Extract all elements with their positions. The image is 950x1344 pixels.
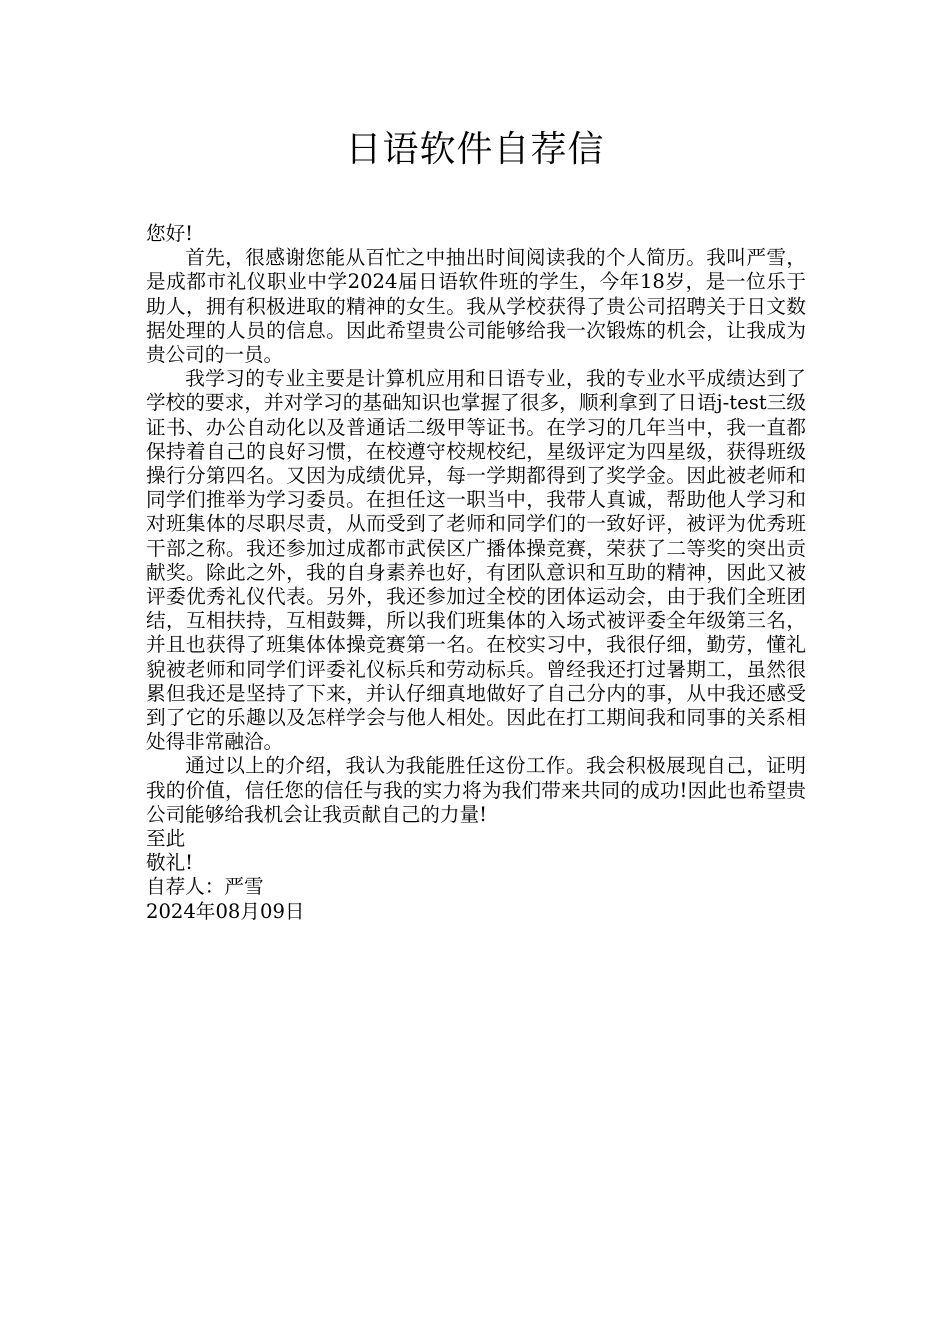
paragraph-intro: 首先，很感谢您能从百忙之中抽出时间阅读我的个人简历。我叫严雪，是成都市礼仪职业中学2024届日语软件班的学生，今年18岁，是一位乐于助人，拥有积极进取的精神的女生。我从学校获得了贵公司招聘关于日文数据处理的人员的信息。因此希望贵公司能够给我一次锻炼的机会，让我成为贵公司的一员。 — [146, 246, 806, 367]
closing-line-2: 敬礼! — [146, 851, 194, 875]
signature: 自荐人：严雪 — [146, 875, 264, 899]
paragraph-conclusion: 通过以上的介绍，我认为我能胜任这份工作。我会积极展现自己，证明我的价值，信任您的信任与我的实力将为我们带来共同的成功!因此也希望贵公司能够给我机会让我贡献自己的力量! — [146, 754, 806, 826]
letter-date: 2024年08月09日 — [146, 899, 305, 923]
closing-line-1: 至此 — [146, 827, 186, 851]
greeting: 您好! — [146, 222, 194, 245]
document-title: 日语软件自荐信 — [345, 129, 605, 170]
paragraph-experience: 我学习的专业主要是计算机应用和日语专业，我的专业水平成绩达到了学校的要求，并对学习的基础知识也掌握了很多，顺利拿到了日语j-test三级证书、办公自动化以及普通话二级甲等证书。在学习的几年当中，我一直都保持着自己的良好习惯，在校遵守校规校纪，星级评定为四星级，获得班级操行分第四名。又因为成绩优异，每一学期都得到了奖学金。因此被老师和同学们推举为学习委员。在担任这一职当中，我带人真诚，帮助他人学习和对班集体的尽职尽责，从而受到了老师和同学们的一致好评，被评为优秀班干部之称。我还参加过成都市武侯区广播体操竞赛，荣获了二等奖的突出贡献奖。除此之外，我的自身素养也好，有团队意识和互助的精神，因此又被评委优秀礼仪代表。另外，我还参加过全校的团体运动会，由于我们全班团结，互相扶持，互相鼓舞，所以我们班集体的入场式被评委全年级第三名，并且也获得了班集体体操竞赛第一名。在校实习中，我很仔细，勤劳，懂礼貌被老师和同学们评委礼仪标兵和劳动标兵。曾经我还打过暑期工，虽然很累但我还是坚持了下来，并认仔细真地做好了自己分内的事，从中我还感受到了它的乐趣以及怎样学会与他人相处。因此在打工期间我和同事的关系相处得非常融洽。 — [146, 367, 806, 754]
letter-body — [146, 222, 806, 924]
